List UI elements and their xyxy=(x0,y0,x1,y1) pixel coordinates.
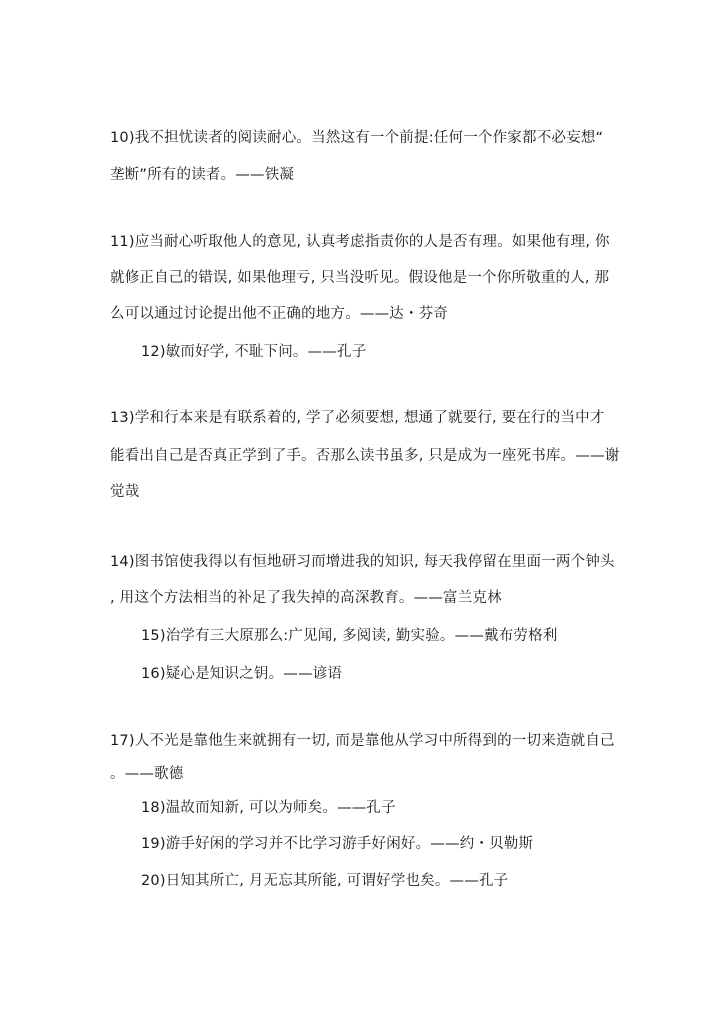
quote-10-line-1: 10)我不担忧读者的阅读耐心。当然这有一个前提:任何一个作家都不必妄想“ xyxy=(110,130,604,146)
quote-14-line-2: , 用这个方法相当的补足了我失掉的高深教育。——富兰克林 xyxy=(110,590,502,606)
quote-17-line-2: 。——歌德 xyxy=(110,766,184,782)
quote-12: 12)敏而好学, 不耻下问。——孔子 xyxy=(141,344,367,360)
quote-13-line-3: 觉哉 xyxy=(110,484,140,500)
quote-18: 18)温故而知新, 可以为师矣。——孔子 xyxy=(141,800,396,816)
quote-19: 19)游手好闲的学习并不比学习游手好闲好。——约・贝勒斯 xyxy=(141,836,534,852)
quote-14-line-1: 14)图书馆使我得以有恒地研习而增进我的知识, 每天我停留在里面一两个钟头 xyxy=(110,554,615,570)
quote-11-line-2: 就修正自己的错误, 如果他理亏, 只当没听见。假设他是一个你所敬重的人, 那 xyxy=(110,270,610,286)
quote-16: 16)疑心是知识之钥。——谚语 xyxy=(141,666,343,682)
quote-20: 20)日知其所亡, 月无忘其所能, 可谓好学也矣。——孔子 xyxy=(141,873,509,889)
quote-10-line-2: 垄断”所有的读者。——铁凝 xyxy=(110,167,295,183)
quote-11-line-3: 么可以通过讨论提出他不正确的地方。——达・芬奇 xyxy=(110,306,449,322)
quote-13-line-1: 13)学和行本来是有联系着的, 学了必须要想, 想通了就要行, 要在行的当中才 xyxy=(110,410,605,426)
quote-17-line-1: 17)人不光是靠他生来就拥有一切, 而是靠他从学习中所得到的一切来造就自己 xyxy=(110,733,615,749)
quote-13-line-2: 能看出自己是否真正学到了手。否那么读书虽多, 只是成为一座死书库。——谢 xyxy=(110,448,620,464)
quote-11-line-1: 11)应当耐心听取他人的意见, 认真考虑指责你的人是否有理。如果他有理, 你 xyxy=(110,234,610,250)
quote-15: 15)治学有三大原那么:广见闻, 多阅读, 勤实验。——戴布劳格利 xyxy=(141,628,558,644)
